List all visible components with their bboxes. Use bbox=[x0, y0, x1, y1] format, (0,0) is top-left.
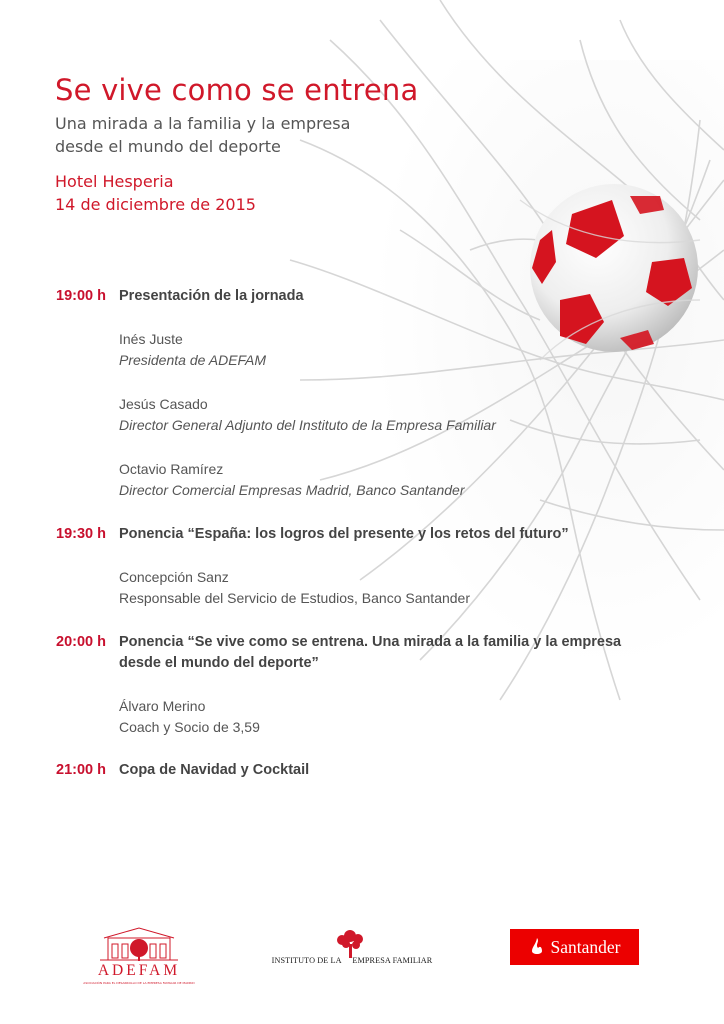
event-date: 14 de diciembre de 2015 bbox=[55, 195, 256, 214]
item-title: Copa de Navidad y Cocktail bbox=[119, 762, 310, 778]
speaker-name: Inés Juste bbox=[119, 331, 183, 347]
header bbox=[55, 70, 418, 216]
speaker-name: Jesús Casado bbox=[119, 396, 208, 412]
santander-flame-icon bbox=[529, 937, 545, 957]
santander-logo bbox=[510, 929, 639, 965]
item-title-line-1: Ponencia “Se vive como se entrena. Una mirada a la familia y la empresa bbox=[119, 634, 622, 650]
speaker bbox=[119, 329, 696, 371]
speaker-role: Director Comercial Empresas Madrid, Banco Santander bbox=[119, 482, 465, 498]
ief-text bbox=[270, 956, 434, 965]
program-item-4 bbox=[56, 760, 696, 781]
adefam-logo bbox=[78, 924, 200, 986]
speaker-role: Coach y Socio de 3,59 bbox=[119, 719, 260, 735]
program bbox=[56, 286, 696, 781]
program-item-1 bbox=[56, 286, 696, 501]
speaker-role: Responsable del Servicio de Estudios, Banco Santander bbox=[119, 590, 470, 606]
speaker bbox=[119, 394, 696, 436]
ief-text-right: EMPRESA FAMILIAR bbox=[352, 956, 433, 965]
program-item-3 bbox=[56, 632, 696, 738]
item-title: Presentación de la jornada bbox=[119, 288, 304, 304]
item-time: 21:00 h bbox=[56, 762, 106, 778]
santander-name: Santander bbox=[550, 936, 621, 957]
item-title: Ponencia “España: los logros del presente y los retos del futuro” bbox=[119, 526, 569, 542]
speaker-role: Director General Adjunto del Instituto de la Empresa Familiar bbox=[119, 417, 496, 433]
speaker bbox=[119, 459, 696, 501]
page-title: Se vive como se entrena bbox=[55, 73, 419, 107]
tree-icon bbox=[270, 928, 434, 958]
subtitle-line-1: Una mirada a la familia y la empresa bbox=[55, 114, 351, 133]
subtitle-line-2: desde el mundo del deporte bbox=[55, 137, 281, 156]
ief-logo bbox=[270, 928, 434, 968]
speaker-role: Presidenta de ADEFAM bbox=[119, 352, 267, 368]
program-item-2 bbox=[56, 524, 696, 609]
adefam-building-icon bbox=[78, 924, 200, 964]
speaker bbox=[119, 696, 696, 738]
adefam-tagline: ASOCIACIÓN PARA EL DESARROLLO DE LA EMPRESA FAMILIAR DE MADRID bbox=[83, 981, 195, 985]
item-time: 20:00 h bbox=[56, 634, 106, 650]
item-time: 19:30 h bbox=[56, 526, 106, 542]
venue-block bbox=[55, 170, 418, 216]
sponsor-logos bbox=[0, 920, 724, 990]
speaker-name: Concepción Sanz bbox=[119, 569, 229, 585]
item-time: 19:00 h bbox=[56, 288, 106, 304]
speaker-name: Álvaro Merino bbox=[119, 698, 206, 714]
item-title-line-2: desde el mundo del deporte” bbox=[119, 655, 319, 671]
venue-name: Hotel Hesperia bbox=[55, 172, 174, 191]
ief-text-left: INSTITUTO DE LA bbox=[271, 956, 342, 965]
subtitle bbox=[55, 112, 418, 158]
speaker-name: Octavio Ramírez bbox=[119, 461, 224, 477]
adefam-name: ADEFAM bbox=[97, 962, 181, 979]
speaker bbox=[119, 567, 696, 609]
item-title bbox=[119, 632, 696, 674]
